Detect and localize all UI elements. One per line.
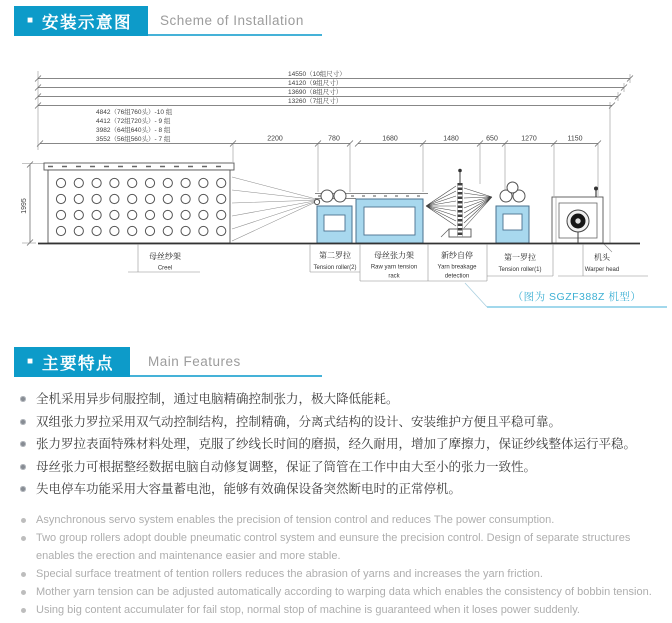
bullet-dot-icon [20, 464, 26, 470]
feature-en-item [20, 601, 665, 619]
warper-head-label-zh: 机头 [594, 253, 610, 262]
bullet-dot-icon [20, 441, 26, 447]
creel-drawing [44, 163, 234, 243]
height-dimension [21, 162, 44, 246]
model-note-text: （图为 SGZF388Z 机型） [512, 291, 642, 303]
feature-en-text: Using big content accumulater for fail stop, normal stop of machine is guaranteed when it loses power suddenly. [36, 604, 580, 616]
bullet-dot-icon [21, 518, 26, 523]
feature-zh-text: 全机采用异步伺服控制，通过电脑精确控制张力，极大降低能耗。 [36, 392, 399, 406]
section1-title-zh: 安装示意图 [42, 14, 133, 32]
roller2-label-en: Tension roller(2) [313, 265, 357, 271]
bullet-dot-icon [21, 608, 26, 613]
detection-label-en2: detection [444, 273, 470, 280]
feature-en-text: Special surface treatment of tention rollers reduces the abrasion of yarns and increases the yarn friction. [36, 568, 543, 580]
dim-1480: 1480 [443, 135, 459, 143]
dim-2200: 2200 [267, 135, 283, 143]
creel-label-zh: 母丝纱架 [149, 252, 181, 261]
bullet-dot-icon [20, 396, 26, 402]
feature-zh-item [20, 392, 660, 406]
section2-title-zh: 主要特点 [42, 355, 115, 373]
dim-650: 650 [486, 135, 498, 143]
rack-label-en1: Raw yarn tension [370, 264, 418, 271]
roller1-label-zh: 第一罗拉 [504, 253, 536, 262]
dim-total-9: 14120（9组尺寸） [288, 80, 343, 87]
rack-label-en2: rack [388, 273, 400, 280]
feature-zh-text: 张力罗拉表面特殊材料处理，克服了纱线长时间的磨损，经久耐用，增加了摩擦力，保证纱线整体运行平稳。 [36, 437, 637, 451]
yarn-tension-rack-drawing [356, 199, 423, 243]
bullet-dot-icon [21, 536, 26, 541]
features-en-list [20, 511, 665, 619]
warper-head-label-en: Warper head [584, 267, 620, 273]
creel-dimension-labels [96, 107, 173, 143]
bullet-dot-icon [21, 572, 26, 577]
section-marker-icon: ■ [27, 356, 34, 367]
feature-en-text: Two group rollers adopt double pneumatic control system and eunsure the precision control. Design of separate structures enables the erection and maintenance easier and more stable. [36, 532, 631, 562]
tension-roller1-drawing [496, 182, 529, 243]
dim-total-8: 13690（8组尺寸） [288, 89, 343, 96]
rack-label-zh: 母丝张力架 [374, 251, 414, 260]
section2-title-block [14, 347, 130, 377]
detection-label-en1: Yarn breakage [437, 264, 477, 271]
feature-zh-item [20, 460, 660, 474]
roller1-label-en: Tension roller(1) [498, 267, 542, 273]
dim-1680: 1680 [382, 135, 398, 143]
feature-zh-text: 母丝张力可根据整经数据电脑自动修复调整，保证了筒管在工作中由大至小的张力一致性。 [36, 459, 537, 474]
feature-en-item [20, 565, 665, 583]
roller2-label-zh: 第二罗拉 [319, 251, 351, 260]
creel-label-en: Creel [157, 265, 173, 272]
dim-1270: 1270 [521, 135, 537, 143]
section-marker-icon: ■ [27, 15, 34, 26]
dim-1995: 1995 [21, 198, 28, 214]
bullet-dot-icon [20, 486, 26, 492]
warper-head-drawing [552, 187, 612, 253]
dim-total-7: 13260（7组尺寸） [288, 98, 343, 105]
dim-1150: 1150 [567, 135, 583, 143]
bullet-dot-icon [21, 590, 26, 595]
yarn-lines [232, 177, 320, 241]
section1-title-en: Scheme of Installation [160, 13, 304, 28]
detection-label-zh: 新纱自停 [441, 251, 473, 260]
dim-creel-7: 3552（56组560头）- 7 组 [96, 136, 171, 143]
feature-en-item [20, 583, 665, 601]
yarn-breakage-detection-drawing [426, 169, 492, 237]
dim-creel-10: 4842（76组760头）-10 组 [96, 109, 173, 116]
feature-zh-item [20, 415, 660, 429]
feature-zh-item [20, 437, 660, 451]
feature-en-item [20, 511, 665, 529]
feature-en-item [20, 529, 665, 565]
dim-creel-8: 3982（64组640头）- 8 组 [96, 127, 171, 134]
dim-780: 780 [328, 135, 340, 143]
model-note [465, 283, 667, 307]
feature-zh-item [20, 482, 660, 496]
dim-creel-9: 4412（72组720头）- 9 组 [96, 118, 171, 125]
machine-labels [128, 244, 648, 281]
features-zh-list [20, 392, 660, 505]
bullet-dot-icon [20, 419, 26, 425]
section2-title-en: Main Features [148, 354, 241, 369]
feature-zh-text: 双组张力罗拉采用双气动控制结构，控制精确，分离式结构的设计、安装维护方便且平稳可靠。 [36, 414, 562, 429]
tension-roller2-drawing [314, 190, 352, 243]
feature-zh-text: 失电停车功能采用大容量蓄电池，能够有效确保设备突然断电时的正常停机。 [36, 482, 462, 496]
dim-total-10: 14550（10组尺寸） [288, 71, 346, 78]
feature-en-text: Mother yarn tension can be adjusted automatically according to warping data which enables the consistency of bobbin tension. [36, 586, 652, 598]
feature-en-text: Asynchronous servo system enables the precision of tension control and reduces The power consumption. [36, 514, 555, 526]
